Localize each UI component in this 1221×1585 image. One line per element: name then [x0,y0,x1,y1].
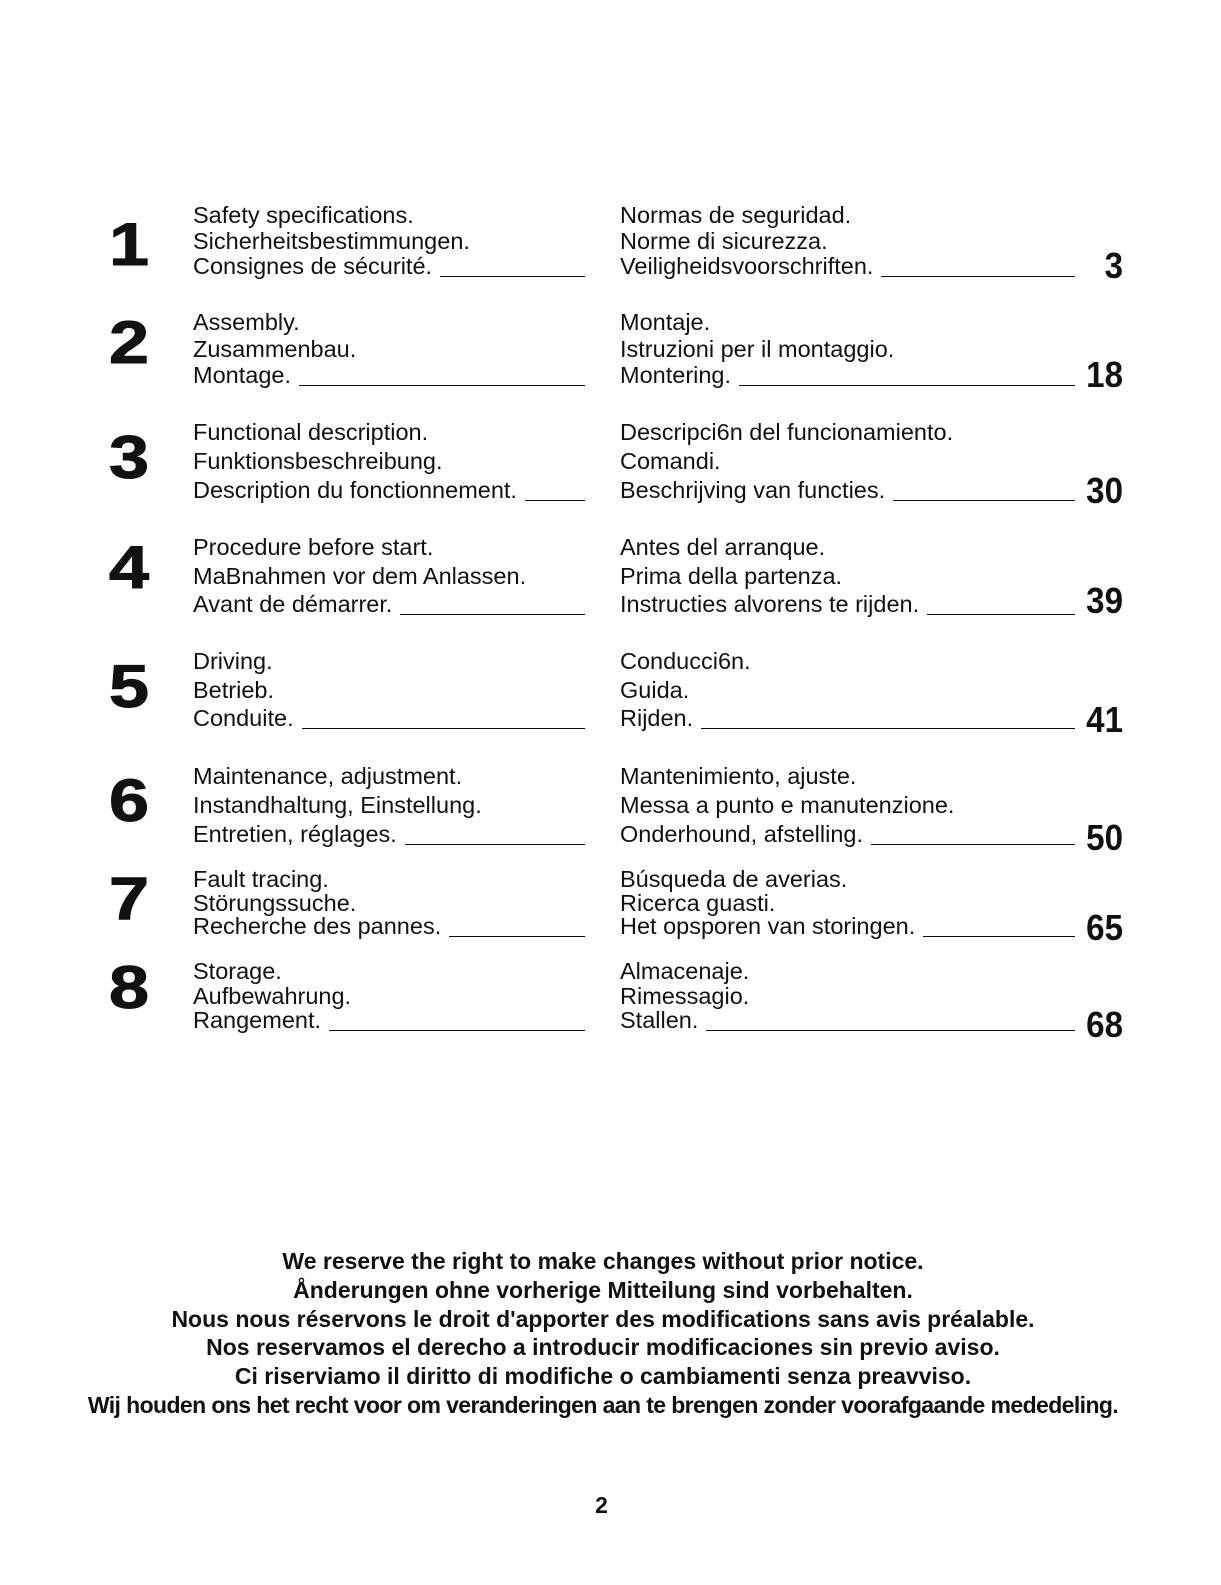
title-en: Functional description. [193,418,429,445]
title-es: Conducci6n. [620,648,751,674]
titles-right [620,647,1075,733]
title-nl-row [620,590,1075,619]
title-fr: Avant de démarrer. [193,591,393,617]
leader-line [302,728,585,729]
title-nl-row [620,1008,1075,1033]
leader-line [525,500,585,501]
page-number: 2 [595,1492,608,1518]
leader-line [299,385,585,386]
titles-right [620,418,1075,505]
title-fr-row [193,915,585,939]
change-notice [0,1247,1206,1420]
title-nl-row [620,476,1075,505]
title-de: Aufbewahrung. [193,982,352,1009]
leader-line [701,728,1075,729]
titles-left [193,203,585,280]
title-de: MaBnahmen vor dem Anlassen. [193,562,527,589]
title-de: Instandhaltung, Einstellung. [193,791,482,818]
title-nl: Beschrijving van functies. [620,476,886,503]
titles-left [193,647,585,733]
title-fr-row [193,820,585,849]
title-nl: Stallen. [620,1007,699,1033]
title-es: Búsqueda de averias. [620,866,848,892]
leader-line [706,1030,1075,1031]
title-nl: Onderhound, afstelling. [620,820,863,847]
section-number: 3 [108,424,150,491]
titles-right [620,203,1075,280]
title-nl-row [620,254,1075,280]
title-fr: Conduite. [193,705,294,731]
title-en: Maintenance, adjustment. [193,762,463,789]
titles-left [193,868,585,939]
leader-line [871,844,1075,845]
title-en: Assembly. [193,309,300,335]
title-it: Istruzioni per il montaggio. [620,335,895,362]
title-fr: Recherche des pannes. [193,913,442,939]
leader-line [405,844,585,845]
titles-right [620,309,1075,389]
page-ref: 30 [1086,470,1123,511]
title-fr: Montage. [193,362,291,388]
titles-left [193,533,585,619]
page-ref: 3 [1104,245,1123,286]
section-number: 5 [108,653,150,720]
title-es: Mantenimiento, ajuste. [620,762,857,789]
title-de: Betrieb. [193,676,274,703]
leader-line [449,936,585,937]
titles-right [620,762,1075,849]
title-en: Storage. [193,958,282,984]
section-number: 4 [108,534,150,601]
title-it: Rimessagio. [620,982,750,1009]
toc-section [0,309,1221,409]
title-nl-row [620,704,1075,733]
toc-section [0,418,1221,518]
title-en: Driving. [193,648,273,674]
leader-line [893,500,1075,501]
notice-es: Nos reservamos el derecho a introducir modificaciones sin previo aviso. [206,1334,1000,1361]
titles-right [620,959,1075,1033]
title-nl-row [620,362,1075,389]
notice-fr: Nous nous réservons le droit d'apporter des modifications sans avis préalable. [171,1305,1035,1332]
section-number: 8 [108,954,150,1021]
titles-left [193,959,585,1033]
title-nl-row [620,915,1075,939]
leader-line [400,614,585,615]
leader-line [881,276,1075,277]
title-nl: Het opsporen van storingen. [620,913,916,939]
title-fr-row [193,254,585,280]
title-fr-row [193,1008,585,1033]
leader-line [923,936,1075,937]
title-nl: Instructies alvorens te rijden. [620,591,920,617]
title-it: Prima della partenza. [620,562,843,589]
title-it: Comandi. [620,447,721,474]
title-es: Almacenaje. [620,958,750,984]
title-de: Zusammenbau. [193,335,357,362]
title-fr-row [193,704,585,733]
leader-line [927,614,1075,615]
toc-section [0,865,1221,968]
title-en: Safety specifications. [193,202,414,228]
page-ref: 18 [1086,354,1123,395]
title-it: Norme di sicurezza. [620,227,828,254]
section-number: 1 [108,211,150,278]
title-it: Messa a punto e manutenzione. [620,791,955,818]
page-ref: 68 [1086,1004,1123,1045]
title-es: Antes del arranque. [620,534,826,560]
section-number: 2 [108,309,150,376]
page-ref: 39 [1086,580,1123,621]
leader-line [440,276,585,277]
title-it: Guida. [620,676,690,703]
notice-de: Ånderungen ohne vorherige Mitteilung sind vorbehalten. [293,1276,913,1303]
toc-section [0,533,1221,633]
title-fr: Rangement. [193,1007,322,1033]
leader-line [739,385,1075,386]
titles-right [620,868,1075,939]
titles-left [193,418,585,505]
title-nl-row [620,820,1075,849]
title-nl: Montering. [620,362,732,388]
title-en: Procedure before start. [193,534,434,560]
section-number: 6 [108,767,150,834]
page-ref: 50 [1086,817,1123,858]
notice-en: We reserve the right to make changes without prior notice. [282,1248,924,1274]
title-es: Normas de seguridad. [620,202,852,228]
title-fr: Description du fonctionnement. [193,476,517,503]
titles-left [193,309,585,389]
titles-left [193,762,585,849]
notice-nl: Wij houden ons het recht voor om veranderingen aan te brengen zonder voorafgaande mededeling. [87,1391,1119,1418]
notice-it: Ci riserviamo il diritto di modifiche o cambiamenti senza preavviso. [234,1363,972,1390]
title-fr-row [193,362,585,389]
title-de: Sicherheitsbestimmungen. [193,227,470,254]
title-es: Descripci6n del funcionamiento. [620,418,954,445]
page-ref: 41 [1086,699,1123,740]
title-de: Funktionsbeschreibung. [193,447,443,474]
page-ref: 65 [1086,907,1123,948]
title-fr-row [193,590,585,619]
title-en: Fault tracing. [193,866,329,892]
title-fr: Entretien, réglages. [193,820,397,847]
toc-section [0,203,1221,303]
title-de: Störungssuche. [193,889,357,916]
toc-section [0,762,1221,862]
leader-line [329,1030,585,1031]
title-it: Ricerca guasti. [620,889,776,916]
title-fr-row [193,476,585,505]
title-nl: Veiligheidsvoorschriften. [620,253,874,279]
title-fr: Consignes de sécurité. [193,253,433,279]
title-nl: Rijden. [620,705,694,731]
titles-right [620,533,1075,619]
toc-section [0,954,1221,1059]
toc-section [0,647,1221,747]
title-es: Montaje. [620,309,711,335]
section-number: 7 [108,865,150,932]
